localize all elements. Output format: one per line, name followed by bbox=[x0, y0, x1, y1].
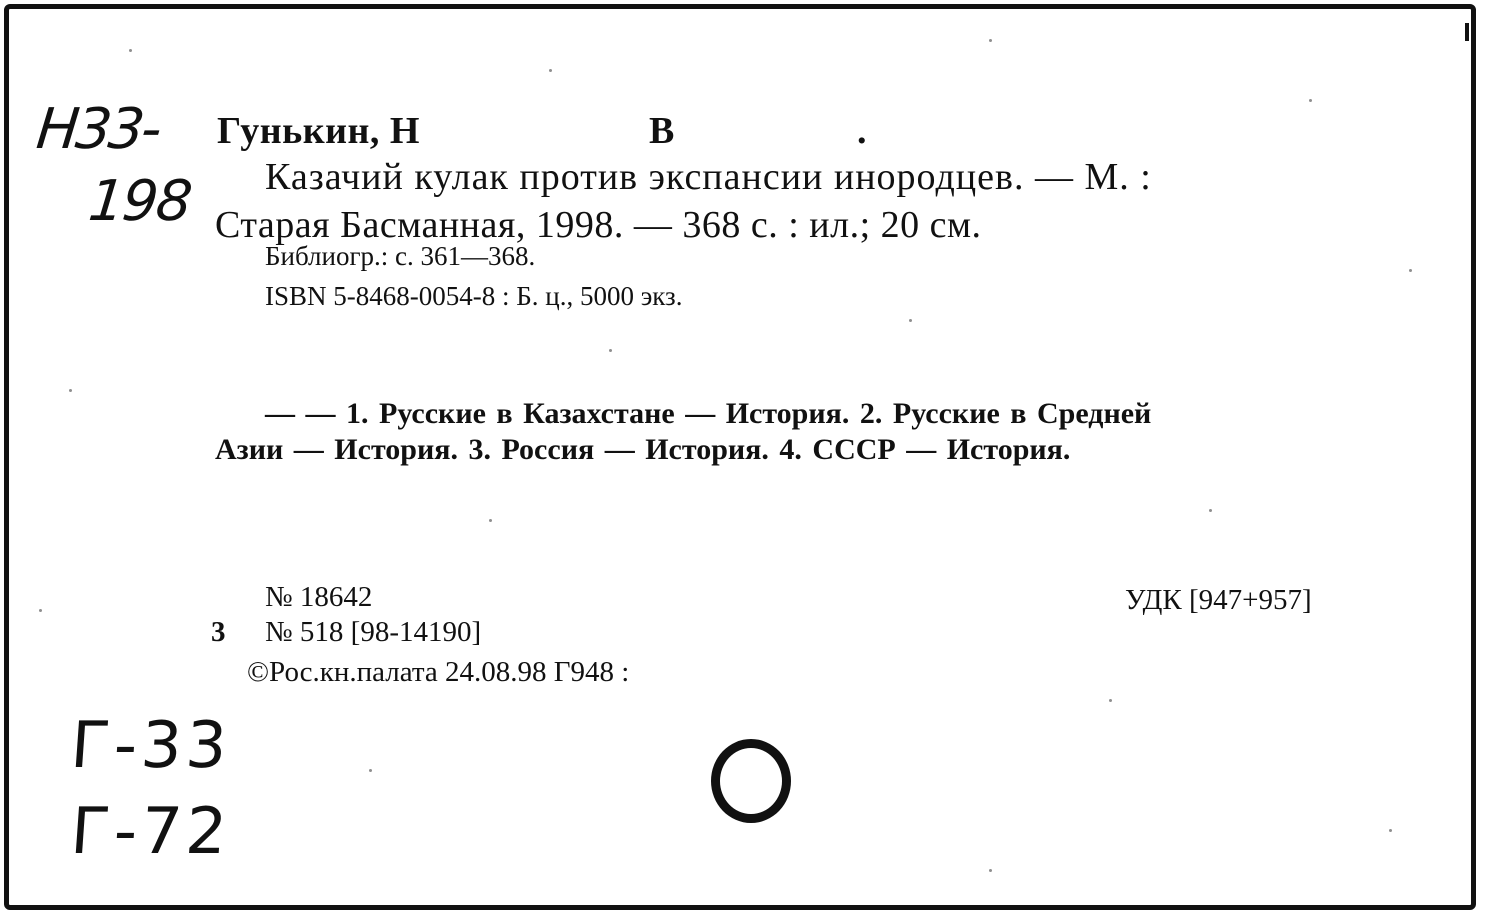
isbn-line: ISBN 5-8468-0054-8 : Б. ц., 5000 экз. bbox=[265, 281, 683, 311]
handwritten-call-number-bottom: 198 bbox=[85, 169, 194, 234]
scan-speck bbox=[1309, 99, 1312, 102]
card-marker: 3 bbox=[211, 616, 226, 648]
subject-headings-line-1: — — 1. Русские в Казахстане — История. 2. Русские в Средней bbox=[265, 397, 1152, 430]
handwritten-shelf-mark-1: Г-33 bbox=[68, 709, 234, 783]
scan-speck bbox=[1389, 829, 1392, 832]
handwritten-shelf-mark-2: Г-72 bbox=[68, 795, 234, 869]
publisher-line: Старая Басманная, 1998. — 368 с. : ил.; 20 см. bbox=[215, 204, 982, 246]
record-number: № 18642 bbox=[265, 581, 373, 613]
scan-speck bbox=[909, 319, 912, 322]
author-name: Гунькин, Н bbox=[217, 110, 420, 152]
scan-speck bbox=[989, 869, 992, 872]
circle-stamp bbox=[711, 739, 791, 823]
scan-speck bbox=[39, 609, 42, 612]
record-number-2: № 518 [98-14190] bbox=[265, 616, 482, 648]
author-initial: В bbox=[649, 110, 675, 152]
scan-speck bbox=[1409, 269, 1412, 272]
edge-mark bbox=[1465, 23, 1469, 41]
scan-speck bbox=[989, 39, 992, 42]
handwritten-call-number-top: Н33- bbox=[33, 97, 162, 162]
title-line: Казачий кулак против экспансии инородцев. — М. : bbox=[265, 156, 1152, 198]
scan-speck bbox=[489, 519, 492, 522]
subject-headings-line-2: Азии — История. 3. Россия — История. 4. СССР — История. bbox=[215, 433, 1071, 466]
scan-speck bbox=[369, 769, 372, 772]
scan-speck bbox=[609, 349, 612, 352]
copyright-line: ©Рос.кн.палата 24.08.98 Г948 : bbox=[247, 656, 630, 688]
author-dot: . bbox=[857, 110, 867, 152]
catalog-card bbox=[4, 4, 1476, 910]
scan-speck bbox=[129, 49, 132, 52]
bibliography-note: Библиогр.: с. 361—368. bbox=[265, 241, 536, 271]
udk-code: УДК [947+957] bbox=[1125, 584, 1312, 616]
scan-speck bbox=[549, 69, 552, 72]
scan-speck bbox=[1109, 699, 1112, 702]
scan-speck bbox=[69, 389, 72, 392]
scan-speck bbox=[1209, 509, 1212, 512]
